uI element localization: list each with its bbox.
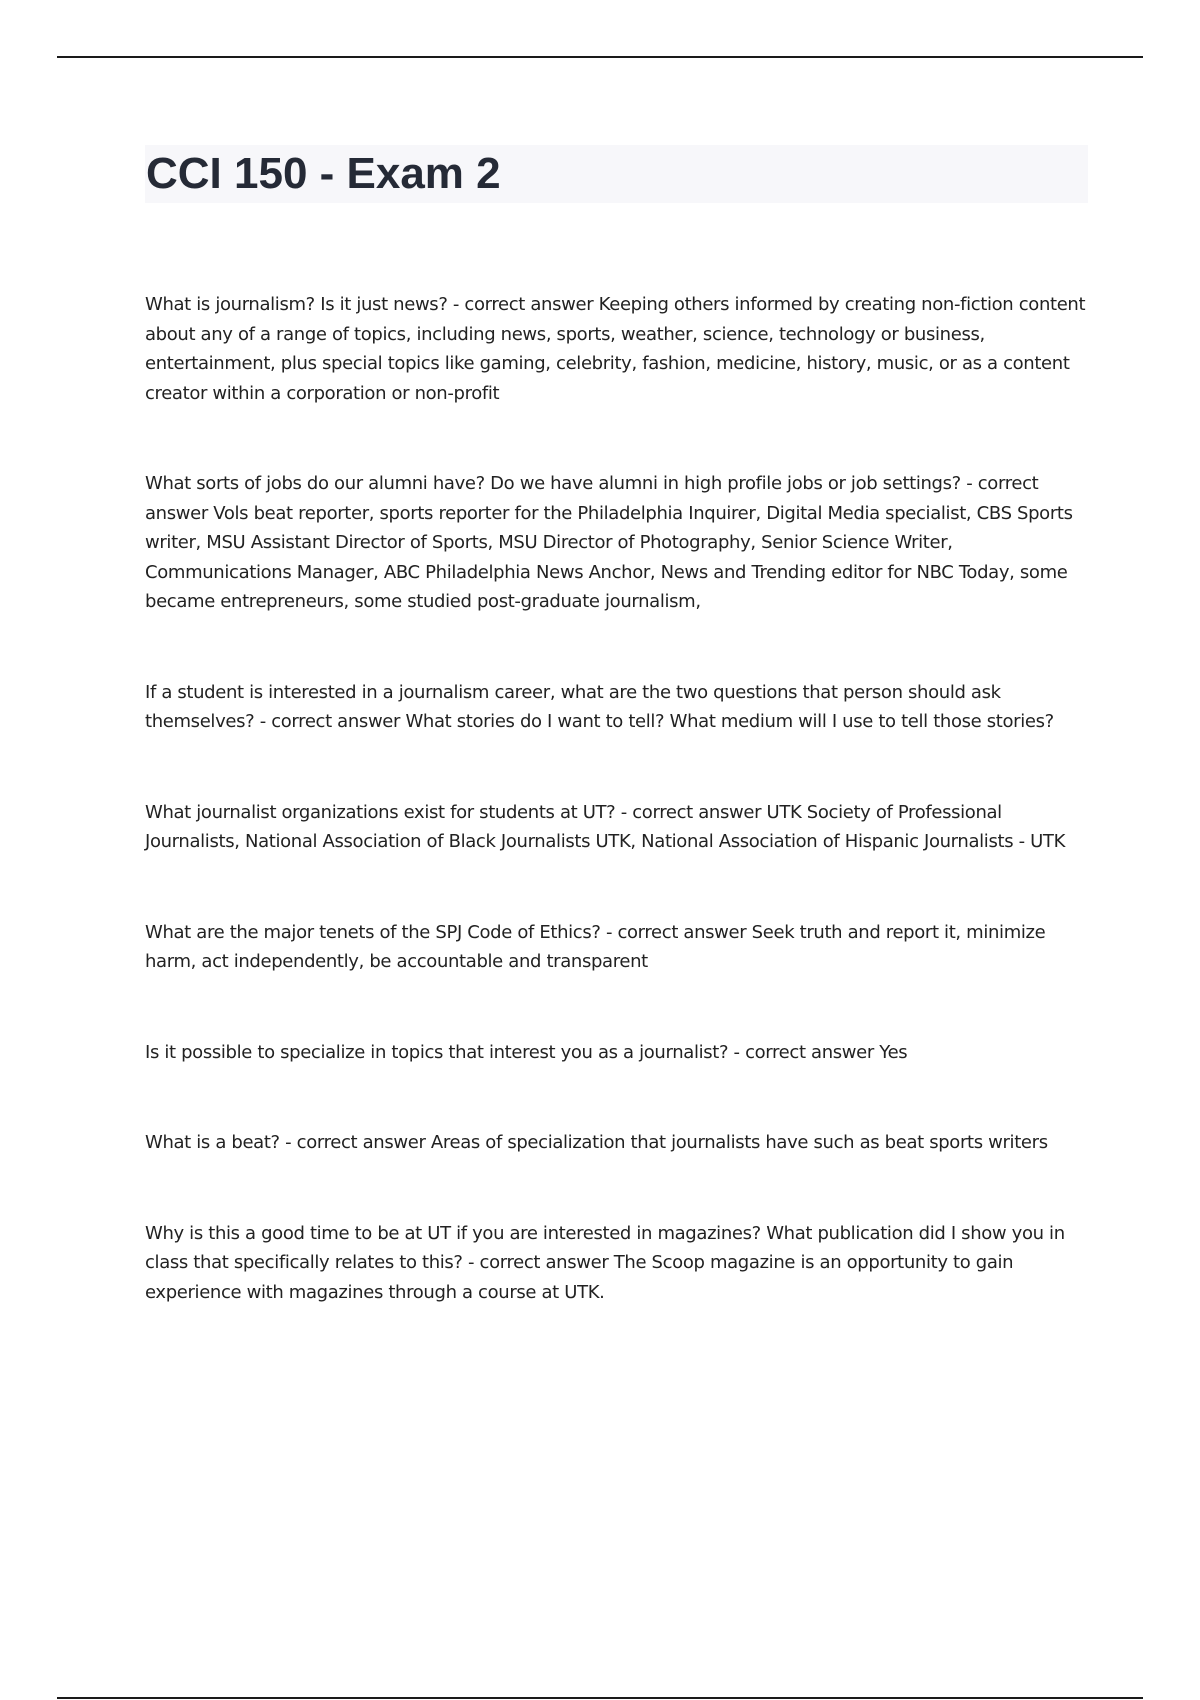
qa-entry: What are the major tenets of the SPJ Code of Ethics? - correct answer Seek truth and report it, minimize harm, act independently, be accountable and transparent bbox=[145, 921, 1046, 972]
qa-entry: What is a beat? - correct answer Areas of specialization that journalists have such as beat sports writers bbox=[145, 1132, 1048, 1153]
footer-rule bbox=[57, 1697, 1143, 1699]
qa-entry: What journalist organizations exist for students at UT? - correct answer UTK Society of Professional Journalists, National Association of Black Journalists UTK, National Association of Hispanic Journalists - UTK bbox=[145, 801, 1066, 852]
qa-entry: Why is this a good time to be at UT if you are interested in magazines? What publication did I show you in class that specifically relates to this? - correct answer The Scoop magazine is an opportunity to gain experience with magazines through a course at UTK. bbox=[145, 1222, 1065, 1303]
qa-list bbox=[145, 290, 1090, 1307]
qa-entry: What sorts of jobs do our alumni have? Do we have alumni in high profile jobs or job settings? - correct answer Vols beat reporter, sports reporter for the Philadelphia Inquirer, Digital Media specialist, CBS Sports writer, MSU Assistant Director of Sports, MSU Director of Photography, Senior Science Writer, Communications Manager, ABC Philadelphia News Anchor, News and Trending editor for NBC Today, some became entrepreneurs, some studied post-graduate journalism, bbox=[145, 473, 1073, 612]
qa-entry: If a student is interested in a journalism career, what are the two questions that person should ask themselves? - correct answer What stories do I want to tell? What medium will I use to tell those stories? bbox=[145, 681, 1054, 732]
header-rule bbox=[57, 56, 1143, 58]
qa-entry: Is it possible to specialize in topics that interest you as a journalist? - correct answer Yes bbox=[145, 1041, 908, 1063]
qa-entry: What is journalism? Is it just news? - correct answer Keeping others informed by creating non-fiction content about any of a range of topics, including news, sports, weather, science, technology or business, entertainment, plus special topics like gaming, celebrity, fashion, medicine, history, music, or as a content creator within a corporation or non-profit bbox=[145, 294, 1086, 404]
page-title: CCI 150 - Exam 2 bbox=[146, 149, 501, 198]
